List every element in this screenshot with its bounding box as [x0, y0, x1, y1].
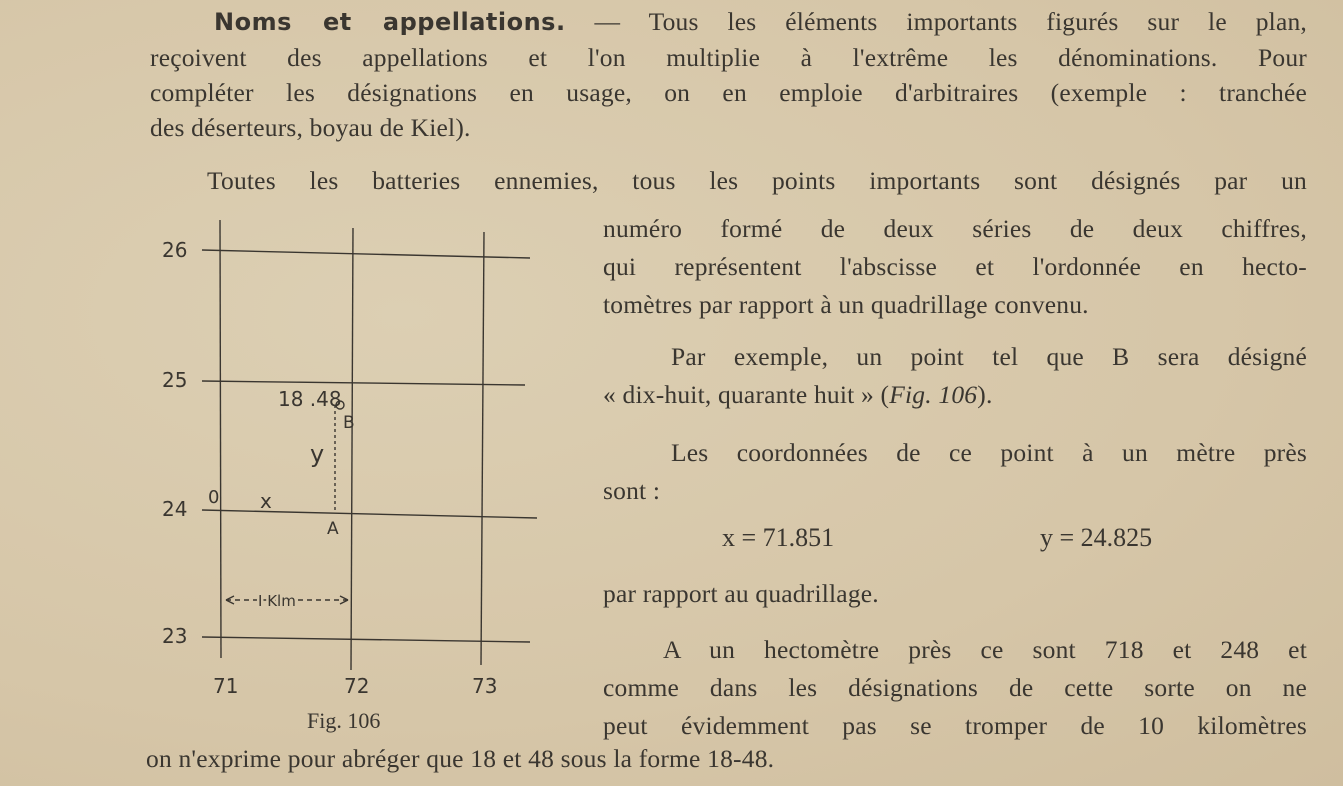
paragraph-names-line-2: reçoivent des appellations et l'on multiplie à l'extrême les dénominations. Pour [150, 43, 1307, 72]
grid-line-72 [351, 228, 353, 670]
figure-reference: Fig. 106 [889, 380, 978, 409]
coordinate-x: x = 71.851 [722, 523, 835, 552]
paragraph-coordinates-line-1: Les coordonnées de ce point à un mètre près [671, 438, 1307, 467]
grid-line-71 [220, 220, 221, 658]
x-label-72: 72 [344, 674, 370, 698]
paragraph-example-line-2: « dix-huit, quarante huit » (Fig. 106). [603, 380, 993, 409]
paragraph-batteries-line-4: tomètres par rapport à un quadrillage convenu. [603, 290, 1089, 319]
point-b-label: B [343, 413, 355, 433]
point-label: 18 .48 [278, 387, 342, 411]
grid-line-24 [202, 510, 537, 518]
y-label-23: 23 [162, 624, 188, 648]
grid-line-26 [202, 250, 530, 258]
paragraph-names-line-3: compléter les désignations en usage, on en emploie d'arbitraires (exemple : tranchée [150, 78, 1307, 107]
grid-line-25 [202, 381, 525, 385]
paragraph-hectometer-line-3: peut évidemment pas se tromper de 10 kilomètres [603, 711, 1307, 740]
scale-label: I Klm [258, 592, 296, 610]
grid-figure [150, 210, 560, 750]
x-label-71: 71 [213, 674, 239, 698]
origin-label: 0 [208, 487, 220, 508]
paragraph-batteries-line-3: qui représentent l'abscisse et l'ordonnée en hecto- [603, 252, 1307, 281]
paragraph-coordinates [603, 434, 1307, 510]
paragraph-batteries [207, 163, 1307, 198]
x-axis-label: x [260, 489, 272, 513]
coordinate-y: y = 24.825 [1040, 523, 1153, 552]
paragraph-batteries-cont [603, 210, 1307, 324]
paragraph-hectometer [603, 631, 1307, 745]
y-axis-label: y [310, 440, 325, 468]
point-a-label: A [327, 519, 339, 539]
paragraph-example [603, 338, 1307, 414]
paragraph-hectometer-line-4: on n'exprime pour abréger que 18 et 48 sous la forme 18-48. [146, 744, 775, 773]
figure-caption: Fig. 106 [307, 708, 381, 733]
paragraph-names-line-4: des déserteurs, boyau de Kiel). [150, 113, 471, 142]
y-label-26: 26 [162, 238, 188, 262]
y-label-25: 25 [162, 368, 188, 392]
paragraph-names-line-1: Noms et appellations. — Tous les éléments importants figurés sur le plan, [214, 7, 1307, 36]
x-label-73: 73 [472, 674, 498, 698]
paragraph-coordinates-line-2: sont : [603, 476, 661, 505]
section-heading: Noms et appellations. [214, 8, 566, 36]
paragraph-hectometer-line-2: comme dans les désignations de cette sorte on ne [603, 673, 1307, 702]
paragraph-example-line-1: Par exemple, un point tel que B sera désigné [671, 342, 1307, 371]
paragraph-batteries-line-2: numéro formé de deux séries de deux chiffres, [603, 214, 1307, 243]
grid-line-73 [481, 232, 484, 665]
paragraph-names [150, 4, 1307, 145]
paragraph-grid-ref-line-1: par rapport au quadrillage. [603, 579, 879, 608]
paragraph-grid-ref [603, 576, 1307, 611]
paragraph-hectometer-line-1: A un hectomètre près ce sont 718 et 248 et [663, 635, 1307, 664]
paragraph-batteries-line-1: Toutes les batteries ennemies, tous les points importants sont désignés par un [207, 166, 1307, 195]
y-label-24: 24 [162, 497, 188, 521]
